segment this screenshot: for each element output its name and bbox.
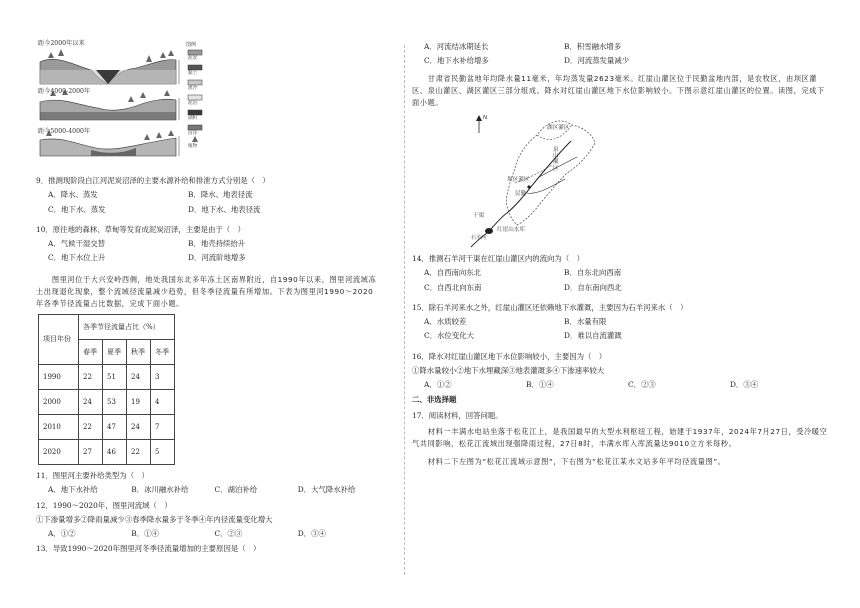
option-a[interactable]: A．水质较差 <box>424 317 467 327</box>
question-15-stem: 15．除石羊河来水之外，红崖山灌区还依赖地下水灌溉，主要因为石羊河来水（ ） <box>412 302 688 312</box>
question-16-stem: 16．降水对红崖山灌区地下水位影响较小，主要因为（ ） <box>412 351 607 361</box>
question-10-options <box>36 239 381 268</box>
option-a[interactable]: A．地下水补给 <box>48 485 98 495</box>
map-label-canal: 干渠 <box>473 213 485 220</box>
table-cell-year: 2020 <box>39 440 79 465</box>
question-9-options <box>36 190 381 219</box>
table-cell: 46 <box>103 440 127 465</box>
option-d[interactable]: D．河流阶地增多 <box>188 253 246 263</box>
table-cell: 47 <box>103 415 127 440</box>
table-cell-year: 2000 <box>39 390 79 415</box>
question-17 <box>412 411 832 469</box>
question-15-options <box>412 317 832 346</box>
question-17-material-2: 材料二下左图为“松花江流域示意图”，下右图为“松花江某水文站多年平均径流量图”。 <box>427 457 726 467</box>
option-a[interactable]: A．气候干湿交替 <box>48 239 106 248</box>
question-12-options <box>36 529 381 538</box>
table-cell: 24 <box>79 390 103 415</box>
option-c[interactable]: C．地下水位上升 <box>48 253 106 263</box>
north-label: N <box>483 115 488 122</box>
option-a[interactable]: A．自西南向东北 <box>424 268 482 278</box>
option-a[interactable]: A．①② <box>424 380 452 390</box>
option-c[interactable]: C．水位变化大 <box>424 331 474 341</box>
map-label-baqu: 坝区灌区 <box>507 177 530 184</box>
section-title-nonchoice: 二、非选择题 <box>412 395 457 405</box>
irrigation-map-drawing <box>467 113 617 248</box>
map-label-river: 石羊河 <box>471 235 487 242</box>
question-12-statement: ①下渗量增多②降雨量减少③春季降水量多于冬季④年内径流量变化增大 <box>36 514 273 524</box>
map-label-quanshan: 泉山灌区 <box>553 147 559 172</box>
table-header-item: 项目年份 <box>39 315 79 365</box>
legend-item-5: 湖积 <box>188 116 198 121</box>
question-16 <box>412 352 832 390</box>
material-river-paragraph: 图里河位于大兴安岭西侧，地处我国东北多年冻土区南界附近，自1990年以来，图里河流域冻土出现退化现象，整个流域径流量减少趋势，但冬季径流量有所增加。下表为图里河1990～2020年各季节径流量占比数据，完成下面小题。 <box>36 274 377 308</box>
legend-item-4: 泥岩 <box>188 101 198 106</box>
question-11 <box>36 471 381 495</box>
question-16-options <box>412 380 832 389</box>
table-cell: 53 <box>103 390 127 415</box>
table-row <box>39 390 175 415</box>
option-d[interactable]: D．自东南向西北 <box>564 282 622 292</box>
question-13-stem: 13．导致1990～2020年图里河冬季径流量增加的主要原因是（ ） <box>36 544 261 554</box>
option-a[interactable]: A．河流结冰期延长 <box>424 42 489 51</box>
question-15 <box>412 303 832 346</box>
option-d[interactable]: D．③④ <box>730 380 759 390</box>
profile-diagram <box>36 40 211 170</box>
table-cell: 3 <box>151 365 175 390</box>
table-cell: 24 <box>127 365 151 390</box>
question-16-statement: ①降水量较小②地下水埋藏深③地表灌溉多④下渗速率较大 <box>412 365 605 375</box>
question-13 <box>36 544 381 553</box>
map-label-reservoir: 红崖山水库 <box>497 227 525 234</box>
question-13-options <box>412 42 832 71</box>
table-cell-year: 1990 <box>39 365 79 390</box>
table-cell: 22 <box>79 365 103 390</box>
table-cell: 51 <box>103 365 127 390</box>
question-11-stem: 11．图里河主要补给类型为（ ） <box>36 471 149 481</box>
period-label-3: 距今5000-4000年 <box>38 128 91 135</box>
question-10-stem: 10．原往地的森林、草甸等发育成泥炭沼泽，主要是由于（ ） <box>36 224 245 234</box>
table-cell: 7 <box>151 415 175 440</box>
option-b[interactable]: B．冰川融水补给 <box>131 485 189 495</box>
table-row <box>39 365 175 390</box>
question-9-stem: 9．推测现阶段白江河泥炭沼泽的主要水源补给和排泄方式分别是（ ） <box>36 176 270 185</box>
option-b[interactable]: B．水量有限 <box>564 317 607 327</box>
question-14 <box>412 254 832 297</box>
season-runoff-table <box>38 314 175 465</box>
left-column <box>36 40 381 554</box>
option-c[interactable]: C．地下水、蒸发 <box>48 204 106 214</box>
legend-item-3: 流沙 <box>188 86 198 91</box>
question-9 <box>36 176 381 219</box>
wetland-profile-figure <box>36 40 211 170</box>
table-cell: 5 <box>151 440 175 465</box>
legend-title: 图例 <box>186 42 197 48</box>
question-14-options <box>412 268 832 297</box>
option-d[interactable]: D．地下水、地表径流 <box>188 204 261 214</box>
question-17-stem: 17．阅读材料，回答问题。 <box>412 410 503 420</box>
legend-item-2: 黏土 <box>188 71 198 76</box>
option-c[interactable]: C．②③ <box>628 380 656 390</box>
option-c[interactable]: C．②③ <box>214 529 243 539</box>
option-c[interactable]: C．自西北向东南 <box>424 282 482 292</box>
map-label-lake-district: 湖区灌区 <box>547 125 570 132</box>
table-row <box>39 415 175 440</box>
option-c[interactable]: C．湖泊补给 <box>214 485 258 495</box>
table-cell: 27 <box>79 440 103 465</box>
option-b[interactable]: B．①④ <box>131 529 159 539</box>
option-a[interactable]: A．降水、蒸发 <box>48 190 98 200</box>
question-14-stem: 14．推测石羊河干渠在红崖山灌区内的流向为（ ） <box>412 254 585 264</box>
period-label-2: 距今4000-2000年 <box>38 88 91 95</box>
table-header-season: 秋季 <box>127 340 151 365</box>
table-cell: 22 <box>79 415 103 440</box>
question-11-options <box>36 485 381 494</box>
question-17-material-1: 材料一丰满水电站坐落于松花江上，是我国最早的大型水利枢纽工程，始建于1937年，2024年7月27日，受冷暖空气共同影响，松花江流域出现强降雨过程，27日8时，丰满水库入库流量达9010立方米每秒。 <box>412 426 828 449</box>
irrigation-map <box>467 113 617 248</box>
question-10 <box>36 225 381 268</box>
map-label-minqin: 民勤 <box>515 191 527 198</box>
option-d[interactable]: D．河流蒸发量减少 <box>564 56 630 66</box>
option-c[interactable]: C．地下水补给增多 <box>424 56 489 66</box>
option-d[interactable]: D．③④ <box>297 529 326 539</box>
option-b[interactable]: B．自东北向西南 <box>564 268 622 278</box>
table-header-season: 春季 <box>79 340 103 365</box>
column-divider <box>404 45 405 575</box>
option-a[interactable]: A．①② <box>48 529 76 539</box>
legend-item-7: 植物 <box>188 144 198 149</box>
table-row <box>39 440 175 465</box>
question-12-stem: 12．1990～2020年，图里河流域（ ） <box>36 500 172 510</box>
table-header-season: 冬季 <box>151 340 175 365</box>
legend-item-1: 泥炭 <box>188 56 198 61</box>
option-b[interactable]: B．地壳持续抬升 <box>188 239 246 248</box>
option-b[interactable]: B．①④ <box>526 380 554 390</box>
table-header-group: 各季节径流量占比（%） <box>79 315 175 340</box>
option-b[interactable]: B．积雪融水增多 <box>564 42 622 51</box>
material-canal-paragraph: 甘肃省民勤盆地年均降水量11毫米，年均蒸发量2623毫米。红崖山灌区位于民勤盆地内部，是农牧区，由坝区灌区、泉山灌区、湖区灌区三部分组成。降水对红崖山灌区地下水位影响较小。下图示意红崖山灌区的位置。读图，完成下面小题。 <box>412 73 825 107</box>
question-12 <box>36 501 381 539</box>
table-cell: 24 <box>127 415 151 440</box>
option-d[interactable]: D．难以自流灌溉 <box>564 331 622 341</box>
right-column <box>412 42 832 469</box>
period-label-1: 距今2000年以来 <box>38 40 85 47</box>
option-b[interactable]: B．降水、地表径流 <box>188 190 253 200</box>
table-header-season: 夏季 <box>103 340 127 365</box>
table-cell: 4 <box>151 390 175 415</box>
table-cell: 22 <box>127 440 151 465</box>
option-d[interactable]: D．大气降水补给 <box>297 485 356 495</box>
legend-item-6: 沼泽 <box>188 131 198 136</box>
table-cell-year: 2010 <box>39 415 79 440</box>
table-cell: 19 <box>127 390 151 415</box>
